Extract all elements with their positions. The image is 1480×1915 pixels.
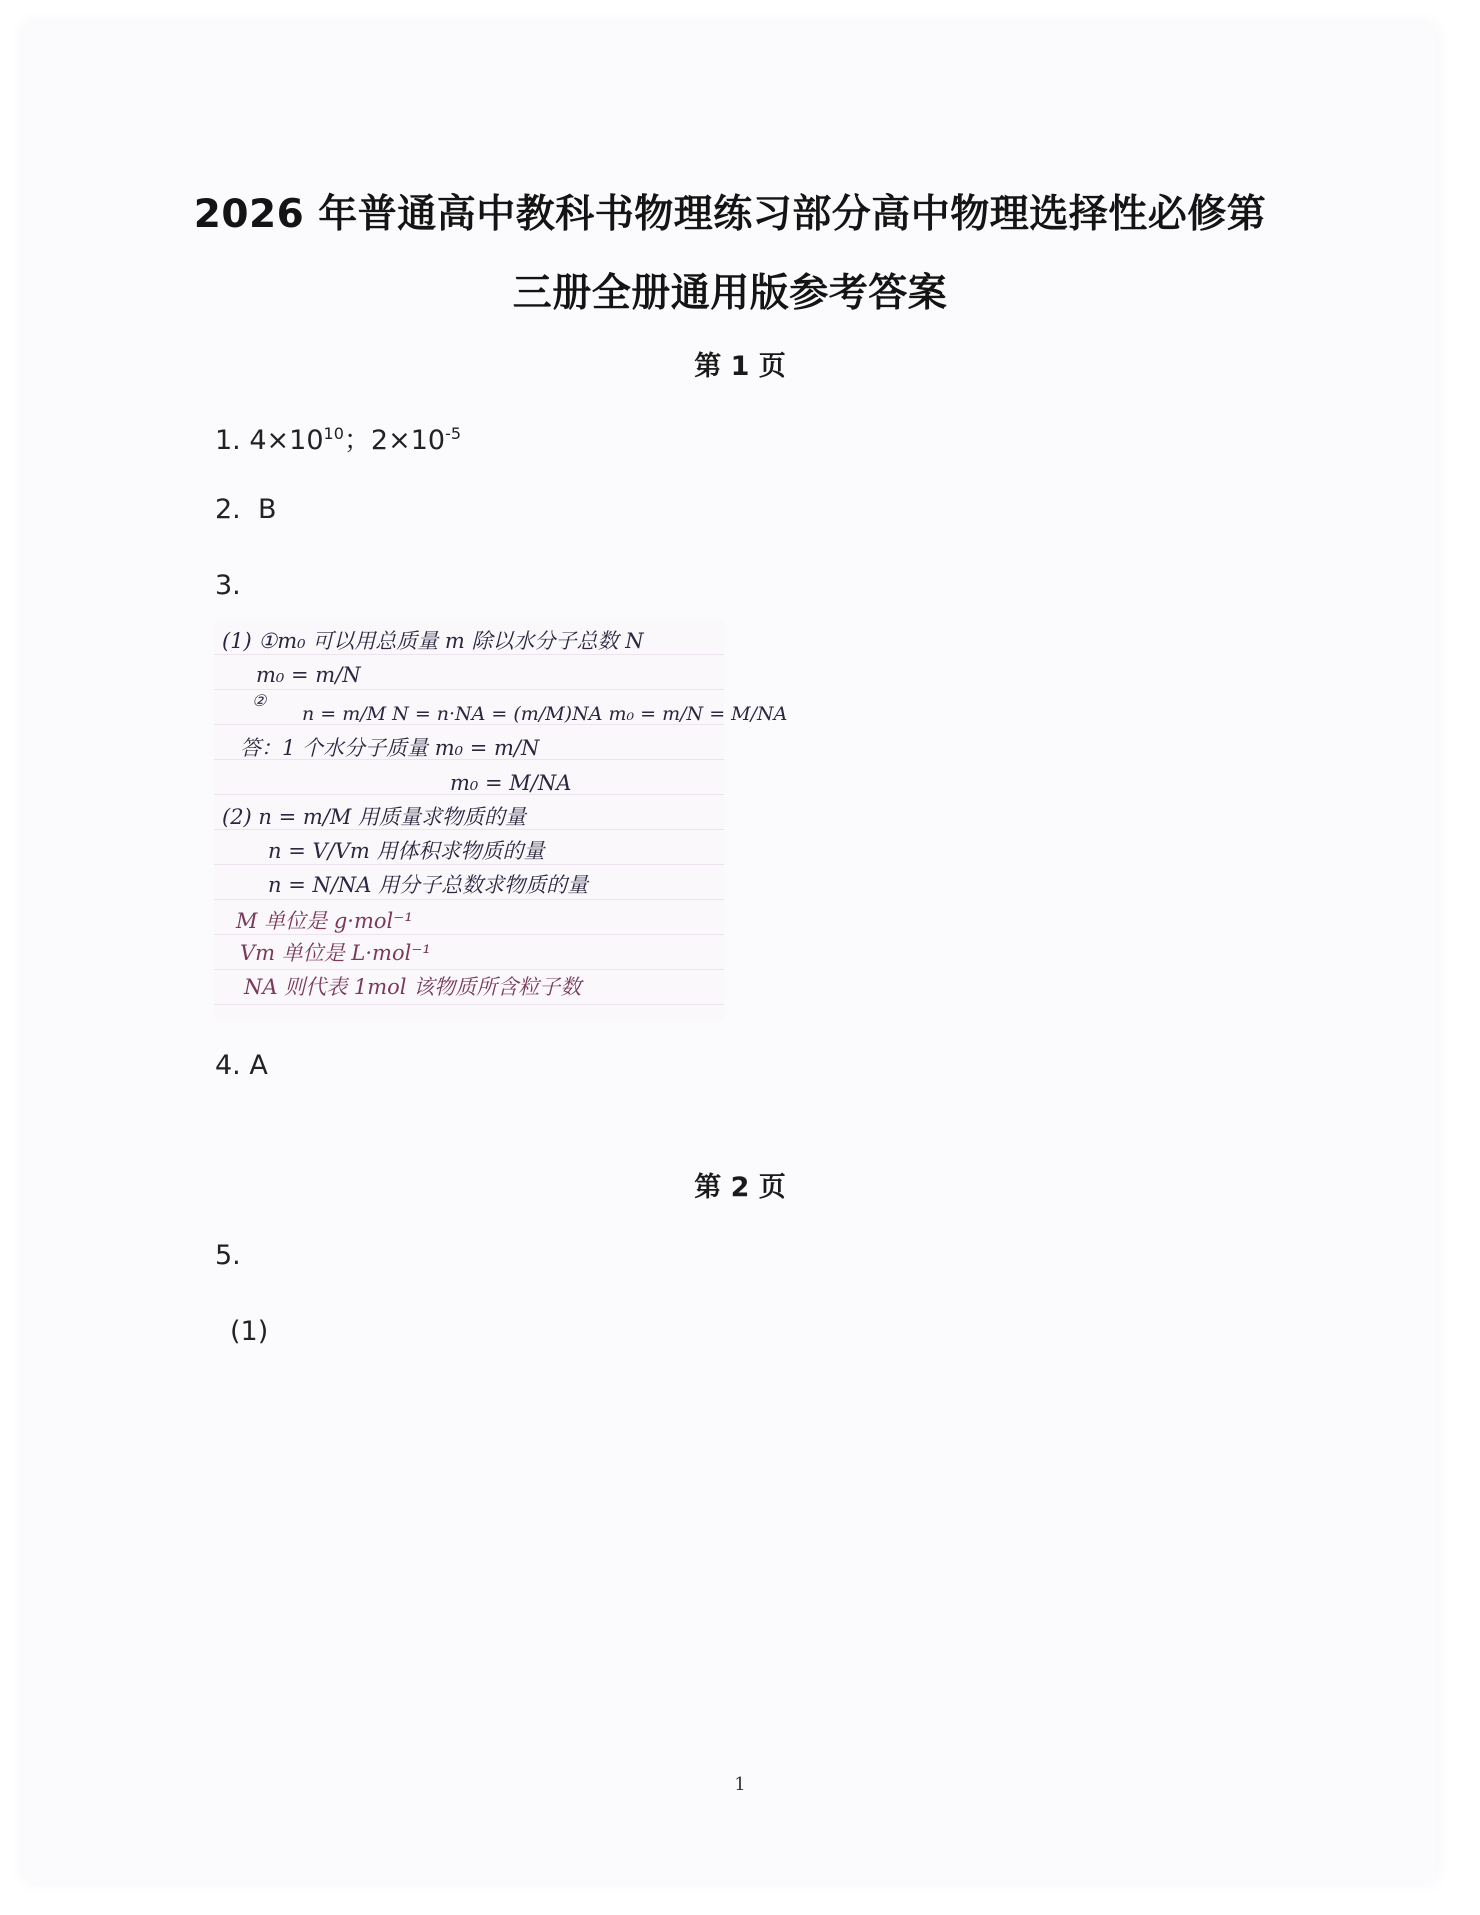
answer-2-label: 2. [215,494,241,525]
answer-1-value2-exponent: -5 [445,424,462,443]
section-heading-page-2: 第 2 页 [694,1172,786,1203]
hw-line-9: n = N/NA 用分子总数求物质的量 [268,873,589,897]
answer-1-label: 1. [215,425,241,456]
answer-1-separator: ； [343,425,371,456]
hw-line-2: m₀ = m/N [256,663,361,687]
answer-1 [215,418,461,457]
handwritten-answer-image [214,620,788,1020]
answer-2-value: B [257,494,277,525]
hw-line-1: (1) ①m₀ 可以用总质量 m 除以水分子总数 N [222,629,644,653]
answer-1-value-base: 4×10 [249,425,324,456]
answer-3 [215,570,241,601]
answer-5 [215,1240,241,1271]
handwritten-notes-svg [214,620,788,1020]
answer-3-label: 3. [215,570,241,601]
answer-2 [215,494,276,525]
hw-line-11: Vm 单位是 L·mol⁻¹ [240,941,431,965]
hw-line-6: m₀ = M/NA [450,771,572,795]
answer-5-part-1-label: (1) [230,1316,269,1347]
section-heading-page-1: 第 1 页 [694,351,786,382]
hw-line-4: n = m/M N = n·NA = (m/M)NA m₀ = m/N = M/NA [302,703,788,725]
hw-line-8: n = V/Vm 用体积求物质的量 [268,839,545,863]
hw-line-5: 答：1 个水分子质量 m₀ = m/N [240,736,540,760]
answer-4-label: 4. [215,1050,241,1081]
hw-line-3: ② [252,691,267,710]
answer-4-value: A [249,1050,268,1081]
document-title-line-1: 2026 年普通高中教科书物理练习部分高中物理选择性必修第 [193,192,1267,237]
hw-line-12: NA 则代表 1mol 该物质所含粒子数 [244,975,582,999]
page-number: 1 [734,1774,746,1795]
hw-line-10: M 单位是 g·mol⁻¹ [236,909,413,933]
answer-5-part-1 [230,1316,268,1347]
answer-4 [215,1050,268,1081]
document-title-line-2: 三册全册通用版参考答案 [512,271,948,316]
answer-1-value-exponent: 10 [323,424,344,443]
hw-line-7: (2) n = m/M 用质量求物质的量 [222,805,527,829]
answer-1-value2-base: 2×10 [370,425,446,456]
answer-5-label: 5. [215,1240,241,1271]
